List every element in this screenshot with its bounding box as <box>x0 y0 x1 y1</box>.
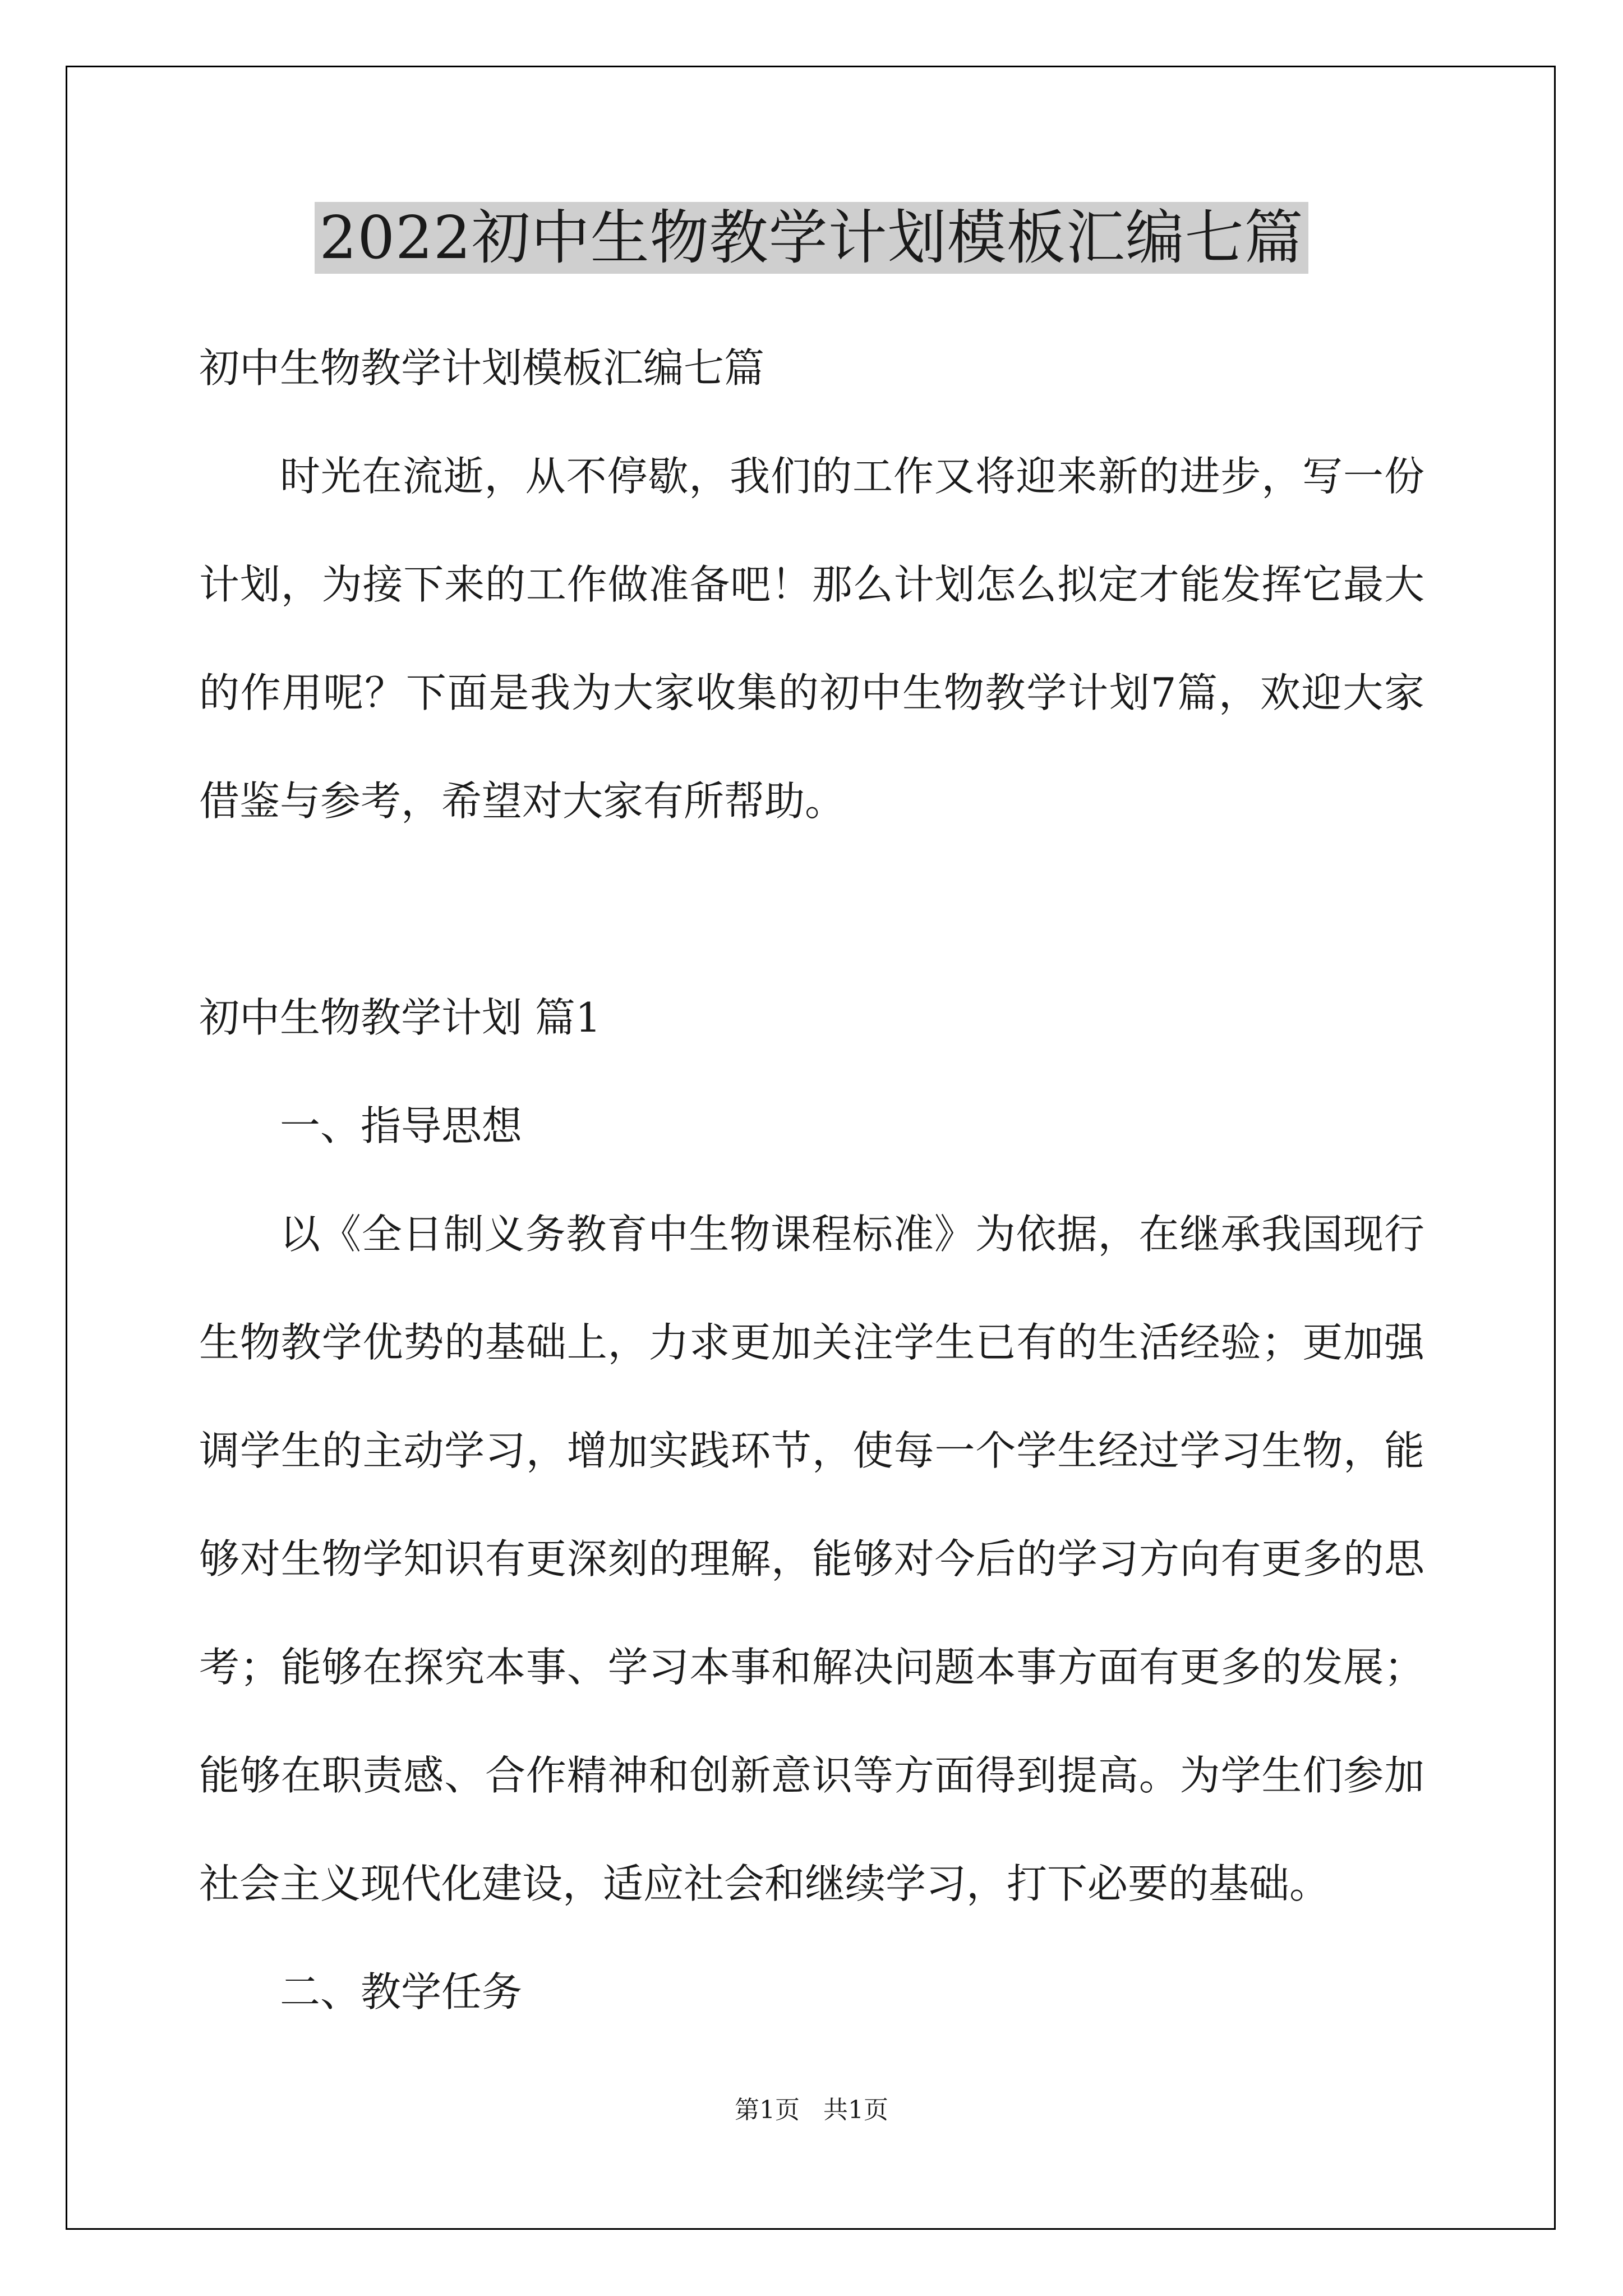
intro-line: 借鉴与参考，希望对大家有所帮助。 <box>199 777 846 825</box>
heading-teaching-tasks: 二、教学任务 <box>280 1968 523 2016</box>
document-title: 2022初中生物教学计划模板汇编七篇 <box>315 202 1308 274</box>
heading-guiding-ideology: 一、指导思想 <box>280 1102 523 1149</box>
intro-line: 的作用呢？下面是我为大家收集的初中生物教学计划7篇，欢迎大家 <box>199 669 1424 716</box>
intro-line: 时光在流逝，从不停歇，我们的工作又将迎来新的进步，写一份 <box>280 453 1424 500</box>
paragraph-gap <box>199 855 1424 964</box>
title-container <box>0 202 1623 274</box>
document-body <box>199 314 1424 2046</box>
intro-line: 计划，为接下来的工作做准备吧！那么计划怎么拟定才能发挥它最大 <box>199 561 1424 608</box>
body-line: 生物教学优势的基础上，力求更加关注学生已有的生活经验；更加强 <box>199 1319 1424 1366</box>
body-line: 能够在职责感、合作精神和创新意识等方面得到提高。为学生们参加 <box>199 1752 1424 1799</box>
subtitle: 初中生物教学计划模板汇编七篇 <box>199 344 765 392</box>
body-line: 以《全日制义务教育中生物课程标准》为依据，在继承我国现行 <box>280 1211 1424 1258</box>
body-line: 考；能够在探究本事、学习本事和解决问题本事方面有更多的发展； <box>199 1644 1424 1691</box>
body-line: 社会主义现代化建设，适应社会和继续学习，打下必要的基础。 <box>199 1860 1330 1907</box>
page-footer: 第1页 共1页 <box>735 2096 888 2124</box>
body-line: 调学生的主动学习，增加实践环节，使每一个学生经过学习生物，能 <box>199 1427 1424 1474</box>
section-title: 初中生物教学计划 篇1 <box>199 994 601 1041</box>
body-line: 够对生物学知识有更深刻的理解，能够对今后的学习方向有更多的思 <box>199 1535 1424 1582</box>
